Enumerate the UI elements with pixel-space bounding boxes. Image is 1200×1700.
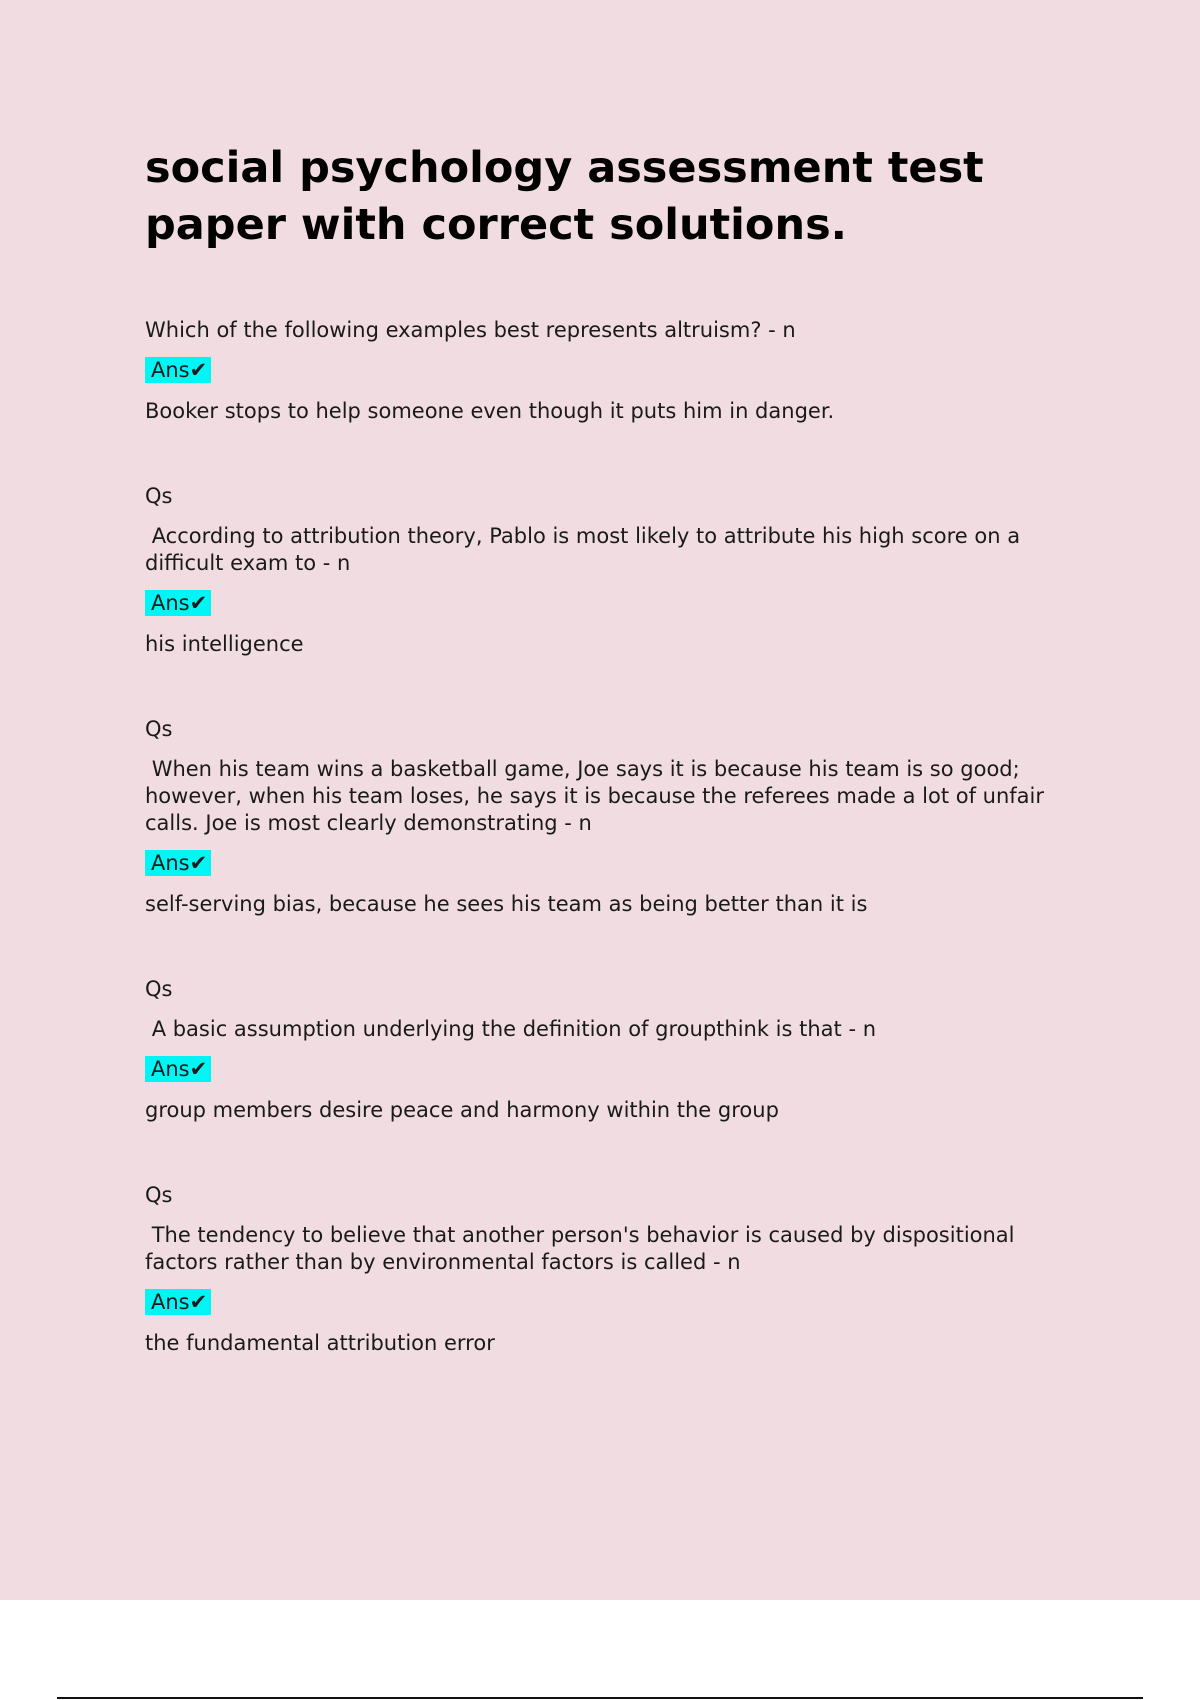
question-label: Qs — [145, 717, 173, 741]
answer-text: group members desire peace and harmony within the group — [145, 1098, 779, 1122]
question-text: According to attribution theory, Pablo is most likely to attribute his high score on a difficult exam to - n — [145, 524, 1027, 575]
answer-badge: Ans✔ — [145, 590, 211, 616]
question-label: Qs — [145, 484, 173, 508]
question-text: A basic assumption underlying the definition of groupthink is that - n — [145, 1017, 877, 1041]
question-text: When his team wins a basketball game, Joe says it is because his team is so good; however, when his team loses, he says it is because the referees made a lot of unfair calls. Joe is most clearly demonstrating - n — [145, 757, 1051, 835]
question-text: Which of the following examples best represents altruism? - n — [145, 318, 796, 342]
answer-badge: Ans✔ — [145, 357, 211, 383]
question-label: Qs — [145, 977, 173, 1001]
qa-item-3 — [145, 716, 1085, 918]
document-title: social psychology assessment test paper with correct solutions. — [145, 143, 984, 250]
answer-text: Booker stops to help someone even though it puts him in danger. — [145, 399, 835, 423]
answer-text: his intelligence — [145, 632, 304, 656]
answer-badge: Ans✔ — [145, 850, 211, 876]
qa-item-5 — [145, 1182, 1085, 1357]
question-label: Qs — [145, 1183, 173, 1207]
answer-badge: Ans✔ — [145, 1056, 211, 1082]
answer-text: the fundamental attribution error — [145, 1331, 495, 1355]
qa-item-2 — [145, 483, 1085, 658]
question-text: The tendency to believe that another person's behavior is caused by dispositional factors rather than by environmental factors is called - n — [145, 1223, 1022, 1274]
qa-item-1 — [145, 317, 1085, 425]
answer-text: self-serving bias, because he sees his team as being better than it is — [145, 892, 868, 916]
answer-badge: Ans✔ — [145, 1289, 211, 1315]
document-content — [145, 140, 1085, 1415]
footer-divider — [57, 1697, 1143, 1699]
qa-item-4 — [145, 976, 1085, 1124]
